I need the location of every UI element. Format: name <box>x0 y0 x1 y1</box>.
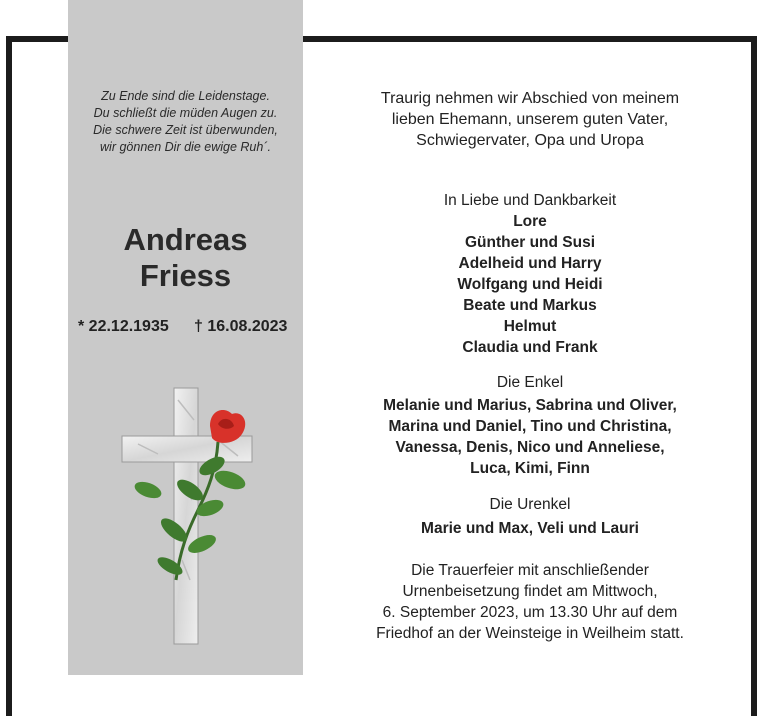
great-grandchildren-line: Marie und Max, Veli und Lauri <box>421 520 639 537</box>
service-info <box>320 560 740 644</box>
grandchildren-heading: Die Enkel <box>496 374 564 391</box>
service-line: Urnenbeisetzung findet am Mittwoch, <box>402 583 658 600</box>
first-name: Andreas <box>123 222 248 257</box>
grandchildren-line: Luca, Kimi, Finn <box>470 460 590 477</box>
great-grandchildren-section <box>320 494 740 539</box>
poem <box>68 88 303 156</box>
birth-date: * 22.12.1935 <box>78 318 169 335</box>
great-grandchildren-heading: Die Urenkel <box>489 496 571 513</box>
family-section <box>320 190 740 358</box>
poem-line: wir gönnen Dir die ewige Ruh´. <box>100 140 271 154</box>
poem-line: Du schließt die müden Augen zu. <box>93 106 278 120</box>
family-member: Claudia und Frank <box>462 339 598 356</box>
family-member: Lore <box>513 213 547 230</box>
poem-line: Zu Ende sind die Leidenstage. <box>101 89 270 103</box>
service-line: Friedhof an der Weinsteige in Weilheim statt. <box>376 625 684 642</box>
grandchildren-line: Melanie und Marius, Sabrina und Oliver, <box>383 397 677 414</box>
last-name: Friess <box>139 258 232 293</box>
family-member: Adelheid und Harry <box>458 255 602 272</box>
family-member: Beate und Markus <box>463 297 597 314</box>
family-member: Helmut <box>503 318 557 335</box>
intro-line: lieben Ehemann, unserem guten Vater, <box>391 111 669 128</box>
intro-line: Schwiegervater, Opa und Uropa <box>416 132 644 149</box>
poem-line: Die schwere Zeit ist überwunden, <box>93 123 278 137</box>
cross-rose-illustration <box>118 380 298 650</box>
service-line: Die Trauerfeier mit anschließender <box>411 562 649 579</box>
deceased-name <box>68 222 303 294</box>
grandchildren-line: Marina und Daniel, Tino und Christina, <box>388 418 672 435</box>
family-member: Günther und Susi <box>464 234 596 251</box>
sidebar-panel <box>68 0 303 675</box>
grandchildren-line: Vanessa, Denis, Nico und Anneliese, <box>395 439 665 456</box>
death-date: † 16.08.2023 <box>194 318 288 335</box>
family-member: Wolfgang und Heidi <box>457 276 603 293</box>
grandchildren-section <box>320 372 740 479</box>
intro-line: Traurig nehmen wir Abschied von meinem <box>380 90 680 107</box>
family-heading: In Liebe und Dankbarkeit <box>443 192 617 209</box>
intro-text <box>320 88 740 151</box>
service-line: 6. September 2023, um 13.30 Uhr auf dem <box>382 604 678 621</box>
